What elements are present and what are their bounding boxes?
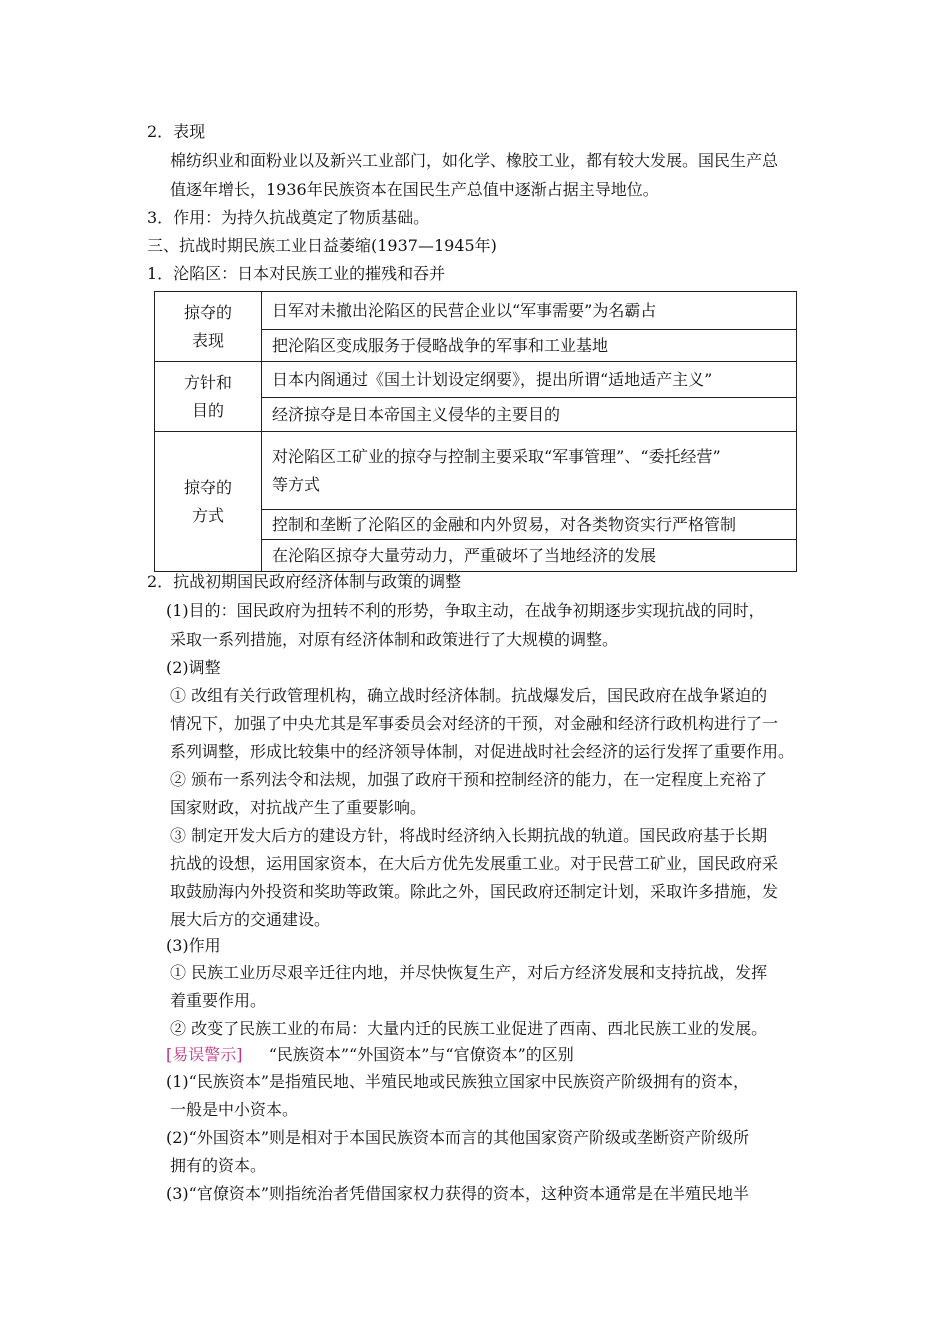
warning-header — [166, 1044, 574, 1066]
paragraph-line: ② 改变了民族工业的布局：大量内迁的民族工业促进了西南、西北民族工业的发展。 — [170, 1019, 768, 1038]
paragraph-line: 棉纺织业和面粉业以及新兴工业部门，如化学、橡胶工业，都有较大发展。国民生产总 — [170, 151, 779, 170]
paragraph-line: 着重要作用。 — [170, 991, 267, 1010]
paragraph-line: (3)“官僚资本”则指统治者凭借国家权力获得的资本，这种资本通常是在半殖民地半 — [166, 1184, 750, 1203]
paragraph-line: 取鼓励海内外投资和奖助等政策。除此之外，国民政府还制定计划，采取许多措施，发 — [170, 882, 779, 901]
table-cell: 日军对未撤出沦陷区的民营企业以“军事需要”为名霸占 — [262, 292, 797, 330]
paragraph-line: 拥有的资本。 — [170, 1156, 267, 1175]
subheading: (2)调整 — [166, 658, 221, 677]
subheading: (3)作用 — [166, 936, 221, 955]
paragraph-line: (1)目的：国民政府为扭转不利的形势，争取主动，在战争初期逐步实现抗战的同时， — [166, 601, 765, 620]
paragraph-line: ① 改组有关行政管理机构，确立战时经济体制。抗战爆发后，国民政府在战争紧迫的 — [170, 686, 768, 705]
table-cell: 经济掠夺是日本帝国主义侵华的主要目的 — [262, 398, 797, 432]
paragraph-line: (1)“民族资本”是指殖民地、半殖民地或民族独立国家中民族资产阶级拥有的资本， — [166, 1072, 750, 1091]
paragraph-line: ③ 制定开发大后方的建设方针，将战时经济纳入长期抗战的轨道。国民政府基于长期 — [170, 826, 768, 845]
item-heading: 1．沦陷区：日本对民族工业的摧残和吞并 — [147, 264, 446, 283]
part-title: 三、抗战时期民族工业日益萎缩(1937—1945年) — [147, 236, 497, 255]
paragraph-line: ② 颁布一系列法令和法规，加强了政府干预和控制经济的能力，在一定程度上充裕了 — [170, 770, 768, 789]
warning-tag: [易误警示] — [166, 1045, 243, 1064]
paragraph-line: ① 民族工业历尽艰辛迁往内地，并尽快恢复生产，对后方经济发展和支持抗战，发挥 — [170, 963, 768, 982]
table-row-header: 掠夺的 表现 — [155, 292, 262, 362]
table-cell: 对沦陷区工矿业的掠夺与控制主要采取“军事管理”、“委托经营” 等方式 — [262, 432, 797, 510]
paragraph-line: 抗战的设想，运用国家资本，在大后方优先发展重工业。对于民营工矿业，国民政府采 — [170, 854, 779, 873]
section-heading: 2．表现 — [147, 122, 206, 141]
plunder-table — [154, 291, 797, 572]
paragraph-line: 国家财政，对抗战产生了重要影响。 — [170, 798, 427, 817]
warning-title: “民族资本”“外国资本”与“官僚资本”的区别 — [268, 1045, 574, 1064]
paragraph-line: 一般是中小资本。 — [170, 1100, 299, 1119]
table-cell: 把沦陷区变成服务于侵略战争的军事和工业基地 — [262, 330, 797, 362]
table-cell: 控制和垄断了沦陷区的金融和内外贸易，对各类物资实行严格管制 — [262, 510, 797, 540]
paragraph-line: 展大后方的交通建设。 — [170, 910, 331, 929]
section-heading: 3．作用：为持久抗战奠定了物质基础。 — [147, 208, 430, 227]
paragraph-line: 系列调整，形成比较集中的经济领导体制，对促进战时社会经济的运行发挥了重要作用。 — [170, 742, 795, 761]
paragraph-line: 情况下，加强了中央尤其是军事委员会对经济的干预，对金融和经济行政机构进行了一 — [170, 714, 779, 733]
paragraph-line: (2)“外国资本”则是相对于本国民族资本而言的其他国家资产阶级或垄断资产阶级所 — [166, 1128, 750, 1147]
paragraph-line: 采取一系列措施，对原有经济体制和政策进行了大规模的调整。 — [170, 630, 619, 649]
table-cell: 在沦陷区掠夺大量劳动力，严重破坏了当地经济的发展 — [262, 540, 797, 572]
item-heading: 2．抗战初期国民政府经济体制与政策的调整 — [147, 572, 462, 591]
table-row-header: 掠夺的 方式 — [155, 432, 262, 572]
table-row-header: 方针和 目的 — [155, 362, 262, 432]
table-cell: 日本内阁通过《国土计划设定纲要》，提出所谓“适地适产主义” — [262, 362, 797, 398]
paragraph-line: 值逐年增长，1936年民族资本在国民生产总值中逐渐占据主导地位。 — [170, 180, 659, 199]
